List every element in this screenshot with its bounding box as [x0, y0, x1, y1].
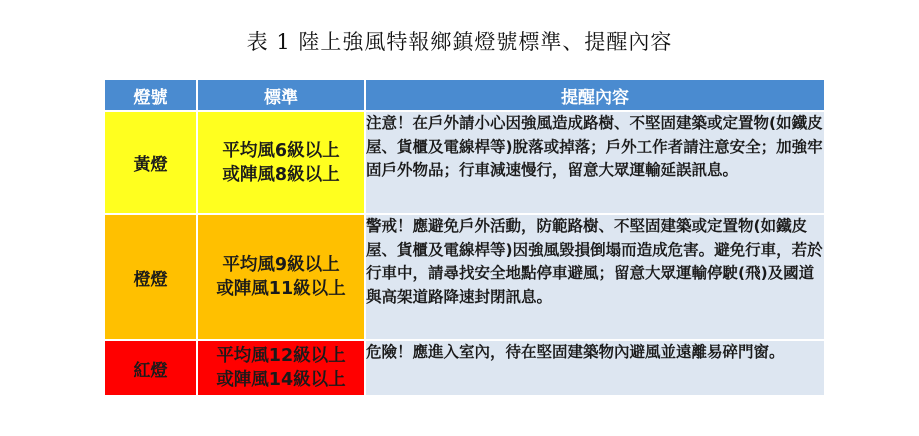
signal-standard-table [104, 79, 825, 396]
standard-line-2: 或陣風11級以上 [216, 279, 346, 299]
header-row [104, 79, 825, 111]
header-standard: 標準 [197, 79, 365, 111]
light-orange: 橙燈 [104, 214, 197, 340]
standard-line-1: 平均風12級以上 [216, 346, 346, 366]
reminder-orange: 警戒！應避免戶外活動，防範路樹、不堅固建築或定置物(如鐵皮屋、貨櫃及電線桿等)因強風毀損倒塌而造成危害。避免行車，若於行車中，請尋找安全地點停車避風；留意大眾運輸停駛(飛)及國道與高架道路降速封閉訊息。 [365, 214, 825, 340]
standard-yellow [197, 111, 365, 214]
table-row-red [104, 340, 825, 396]
standard-red [197, 340, 365, 396]
table-row-orange [104, 214, 825, 340]
standard-orange [197, 214, 365, 340]
standard-line-2: 或陣風14級以上 [216, 370, 346, 390]
header-reminder: 提醒內容 [365, 79, 825, 111]
header-light: 燈號 [104, 79, 197, 111]
standard-line-2: 或陣風8級以上 [222, 164, 340, 185]
reminder-red: 危險！應進入室內，待在堅固建築物內避風並遠離易碎門窗。 [365, 340, 825, 396]
standard-line-1: 平均風6級以上 [222, 140, 340, 161]
reminder-yellow: 注意！在戶外請小心因強風造成路樹、不堅固建築或定置物(如鐵皮屋、貨櫃及電線桿等)脫落或掉落；戶外工作者請注意安全；加強牢固戶外物品；行車減速慢行，留意大眾運輸延誤訊息。 [365, 111, 825, 214]
light-red: 紅燈 [104, 340, 197, 396]
table-row-yellow [104, 111, 825, 214]
table-title: 表 1 陸上強風特報鄉鎮燈號標準、提醒內容 [246, 30, 673, 54]
standard-line-1: 平均風9級以上 [222, 255, 340, 275]
light-yellow: 黃燈 [104, 111, 197, 214]
